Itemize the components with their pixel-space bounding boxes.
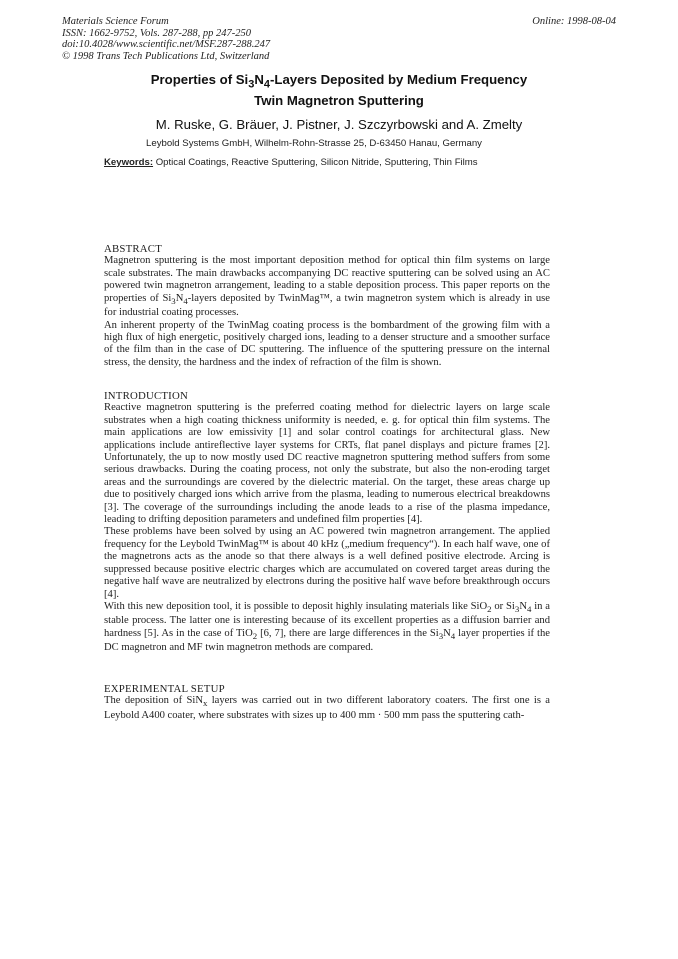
- keywords-line: [104, 157, 604, 168]
- title-text: -Layers Deposited by Medium Frequency: [270, 72, 528, 87]
- title-text: Properties of Si: [150, 72, 249, 87]
- title-text: N: [254, 72, 264, 87]
- author-list: M. Ruske, G. Bräuer, J. Pistner, J. Szczyrbowski and A. Zmelty: [155, 117, 523, 132]
- abstract-paragraph-2: An inherent property of the TwinMag coating process is the bombardment of the growing film with a high flux of high energetic, positively charged ions, leading to a denser structure and a smoother surface of the film than in the case of DC sputtering. The influence of the sputtering pressure on the internal stress, the density, the hardness and the index of refraction of the film is shown.: [104, 319, 550, 368]
- title-line-1: [0, 72, 678, 93]
- introduction-heading: INTRODUCTION: [104, 390, 188, 402]
- experimental-heading: EXPERIMENTAL SETUP: [104, 683, 225, 695]
- title-line-2: Twin Magnetron Sputtering: [254, 92, 424, 108]
- title-subscript: 3: [248, 78, 255, 91]
- experimental-section: [104, 683, 550, 722]
- abstract-paragraph-1: Magnetron sputtering is the most important deposition method for optical thin film systems on large scale substrates. The main drawbacks accompanying DC reactive sputtering can be solved using an AC powered twin magnetron arrangement, leading to a stable deposition process. This paper reports on the properties of $Si_3N_4$-layers deposited by TwinMag™, a twin magnetron system which is already in use for industrial coating processes.: [104, 255, 550, 319]
- introduction-paragraph-2: These problems have been solved by using an AC powered twin magnetron arrangement. The applied frequency for the Leybold TwinMag™ is about 40 kHz („medium frequency“). In each half wave, one of the magnetrons acts as the anode so that there always is a well defined positive electrode. Arcing is suppressed because positive electric charges which are accumulated on covered target areas during the negative half wave are neutralized by electrons during the positive half wave before breakthrough occurs [4].: [104, 526, 550, 600]
- affiliation: Leybold Systems GmbH, Wilhelm-Rohn-Strasse 25, D-63450 Hanau, Germany: [146, 138, 482, 149]
- doi-link[interactable]: doi:10.4028/www.scientific.net/MSF.287-288.247: [62, 39, 271, 50]
- paper-title: [0, 72, 678, 109]
- online-date: Online: 1998-08-04: [532, 16, 616, 27]
- issn-line: ISSN: 1662-9752, Vols. 287-288, pp 247-250: [62, 27, 251, 39]
- keywords-text: Optical Coatings, Reactive Sputtering, Silicon Nitride, Sputtering, Thin Films: [153, 157, 478, 168]
- abstract-heading: ABSTRACT: [104, 243, 162, 255]
- keywords-label: Keywords:: [104, 157, 154, 168]
- introduction-paragraph-1: Reactive magnetron sputtering is the preferred coating method for dielectric layers on large scale substrates when a high coating thickness uniformity is needed, e. g. for optical thin film systems. The main applications are low emissivity [1] and solar control coatings for architectural glass. New applications include antireflective layer systems for CRTs, flat panel displays and picture frames [2]. Unfortunately, the up to now mostly used DC reactive magnetron sputtering method suffers from some serious drawbacks. During the coating process, not only the substrate, but also the non-eroding target areas and the surroundings are covered by the dielectric material. On the target, these areas charge up due to positively charged ions which arrive from the plasma, leading to numerous electrical breakdowns [3]. The coverage of the surroundings including the anode leads to a rise of the plasma impedance, leading to drifting deposition parameters and undefined film properties [4].: [104, 402, 550, 526]
- journal-header: [62, 16, 270, 62]
- journal-name: Materials Science Forum: [62, 16, 169, 27]
- title-subscript: 4: [263, 78, 270, 91]
- introduction-paragraph-3: With this new deposition tool, it is possible to deposit highly insulating materials like SiO$_2$ or $Si_3N_4$ in a stable process. The latter one is interesting because of its excellent properties as a diffusion barrier and hardness [5]. As in the case of TiO$_2$ [6, 7], there are large differences in the $Si_3N_4$ layer properties if the DC magnetron and MF twin magnetron methods are compared.: [104, 600, 550, 654]
- experimental-paragraph-1: The deposition of SiN$_x$ layers was carried out in two different laboratory coaters. The first one is a Leybold A400 coater, where substrates with sizes up to 400 mm · 500 mm pass the sputtering cath-: [104, 695, 550, 721]
- introduction-section: [104, 390, 550, 655]
- copyright-line: © 1998 Trans Tech Publications Ltd, Switzerland: [62, 50, 270, 62]
- abstract-section: [104, 243, 550, 369]
